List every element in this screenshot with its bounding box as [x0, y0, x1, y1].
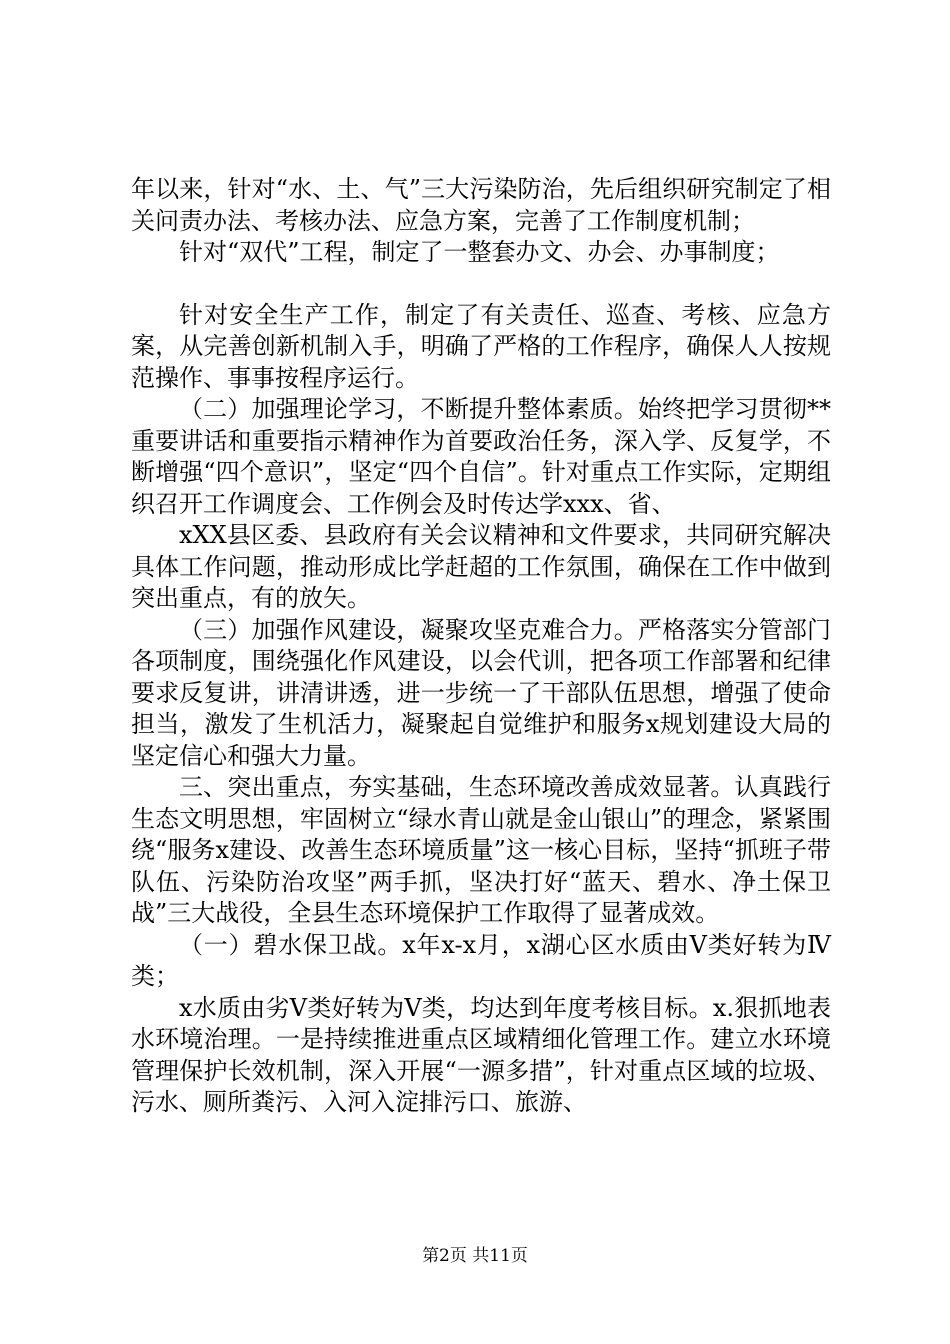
page-footer: 第2页 共11页	[422, 1246, 528, 1266]
paragraph-8: （一）碧水保卫战。x年x-x月，x湖心区水质由Ⅴ类好转为Ⅳ类；	[131, 930, 831, 990]
paragraph-1: 年以来，针对“水、土、气”三大污染防治，先后组织研究制定了相关问责办法、考核办法、应急方案，完善了工作制度机制；	[131, 175, 831, 235]
paragraph-9: x水质由劣Ⅴ类好转为Ⅴ类，均达到年度考核目标。x.狠抓地表水环境治理。一是持续推进重点区域精细化管理工作。建立水环境管理保护长效机制，深入开展“一源多措”，针对重点区域的垃圾、污水、厕所粪污、入河入淀排污口、旅游、	[131, 993, 831, 1116]
paragraph-4: （二）加强理论学习，不断提升整体素质。始终把学习贯彻**重要讲话和重要指示精神作为首要政治任务，深入学、反复学，不断增强“四个意识”，坚定“四个自信”。针对重点工作实际，定期组织召开工作调度会、工作例会及时传达学xxx、省、	[131, 395, 831, 518]
paragraph-2: 针对“双代”工程，制定了一整套办文、办会、办事制度；	[179, 238, 780, 266]
document-body	[131, 174, 831, 1119]
paragraph-3: 针对安全生产工作，制定了有关责任、巡查、考核、应急方案，从完善创新机制入手，明确了严格的工作程序，确保人人按规范操作、事事按程序运行。	[131, 300, 831, 392]
paragraph-6: （三）加强作风建设，凝聚攻坚克难合力。严格落实分管部门各项制度，围绕强化作风建设，以会代训，把各项工作部署和纪律要求反复讲，讲清讲透，进一步统一了干部队伍思想，增强了使命担当，激发了生机活力，凝聚起自觉维护和服务x规划建设大局的坚定信心和强大力量。	[131, 615, 831, 770]
paragraph-5: xXX县区委、县政府有关会议精神和文件要求，共同研究解决具体工作问题，推动形成比学赶超的工作氛围，确保在工作中做到突出重点，有的放矢。	[131, 521, 831, 612]
paragraph-7: 三、突出重点，夯实基础，生态环境改善成效显著。认真践行生态文明思想，牢固树立“绿水青山就是金山银山”的理念，紧紧围绕“服务x建设、改善生态环境质量”这一核心目标，坚持“抓班子带队伍、污染防治攻坚”两手抓，坚决打好“蓝天、碧水、净土保卫战”三大战役，全县生态环境保护工作取得了显著成效。	[131, 773, 831, 927]
